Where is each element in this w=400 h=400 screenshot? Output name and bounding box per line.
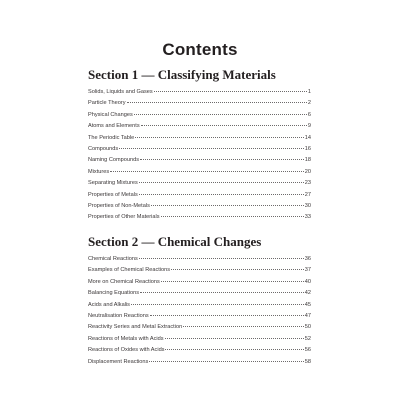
toc-entry-label: Separating Mixtures (88, 180, 138, 187)
toc-entry-label: Physical Changes (88, 111, 133, 118)
toc-entry-page-number: 50 (304, 324, 311, 331)
toc-entry-page-number: 20 (304, 168, 311, 175)
toc-entry[interactable] (88, 121, 311, 132)
toc-entry-page-number: 9 (307, 123, 311, 130)
toc-entry-page-number: 56 (304, 347, 311, 354)
toc-entry-label: Properties of Non-Metals (88, 202, 150, 209)
toc-entry-page-number: 1 (307, 89, 311, 95)
toc-entry-label: Chemical Reactions (88, 256, 138, 262)
toc-entry[interactable] (88, 178, 311, 189)
dot-leader (140, 292, 304, 293)
dot-leader (149, 361, 303, 362)
toc-entry-page-number: 37 (304, 267, 311, 274)
toc-entry-page-number: 47 (304, 312, 311, 319)
toc-entry-page-number: 36 (304, 256, 311, 262)
toc-entry-page-number: 16 (304, 145, 311, 152)
dot-leader (110, 171, 304, 172)
toc-entry-label: Balancing Equations (88, 290, 140, 297)
toc-entry[interactable] (88, 357, 311, 368)
toc-entry-label: More on Chemical Reactions (88, 278, 160, 285)
section-1-toc-list (88, 87, 311, 224)
dot-leader (165, 349, 303, 350)
toc-entry[interactable] (88, 334, 311, 345)
dot-leader (183, 326, 304, 327)
toc-entry-label: Acids and Alkalis (88, 301, 130, 308)
toc-entry[interactable] (88, 98, 311, 109)
toc-entry[interactable] (88, 167, 311, 178)
toc-entry[interactable] (88, 322, 311, 333)
toc-entry-label: Compounds (88, 145, 119, 152)
toc-entry-page-number: 33 (304, 214, 311, 221)
toc-entry-page-number: 6 (307, 111, 311, 118)
dot-leader (161, 281, 304, 282)
toc-entry-label: Reactions of Oxides with Acids (88, 347, 165, 354)
dot-leader (119, 148, 304, 149)
toc-entry-page-number: 14 (304, 134, 311, 141)
dot-leader (171, 269, 304, 270)
dot-leader (141, 125, 307, 126)
toc-entry[interactable] (88, 300, 311, 311)
toc-entry-label: Properties of Metals (88, 191, 138, 198)
toc-entry[interactable] (88, 277, 311, 288)
dot-leader (151, 205, 304, 206)
toc-entry-label: Naming Compounds (88, 157, 139, 164)
dot-leader (139, 194, 304, 195)
section-1-heading: Section 1 — Classifying Materials (88, 67, 276, 82)
toc-entry[interactable] (88, 87, 311, 98)
toc-entry-page-number: 58 (304, 358, 311, 365)
toc-entry-label: Particle Theory (88, 100, 126, 107)
toc-entry-label: Atoms and Elements (88, 123, 140, 130)
toc-entry[interactable] (88, 201, 311, 212)
toc-entry-page-number: 18 (304, 157, 311, 164)
toc-entry[interactable] (88, 311, 311, 322)
toc-entry-label: Properties of Other Materials (88, 214, 160, 221)
dot-leader (135, 137, 304, 138)
dot-leader (127, 102, 307, 103)
toc-entry[interactable] (88, 265, 311, 276)
toc-entry-label: Solids, Liquids and Gases (88, 89, 153, 95)
section-2-toc-list (88, 254, 311, 368)
dot-leader (150, 315, 304, 316)
toc-entry[interactable] (88, 133, 311, 144)
dot-leader (140, 159, 304, 160)
dot-leader (161, 216, 304, 217)
toc-entry[interactable] (88, 110, 311, 121)
toc-entry-label: Reactions of Metals with Acids (88, 335, 164, 342)
toc-entry-page-number: 30 (304, 202, 311, 209)
toc-entry[interactable] (88, 254, 311, 265)
toc-entry-label: Displacement Reactions (88, 358, 149, 365)
dot-leader (165, 338, 304, 339)
dot-leader (139, 258, 304, 259)
dot-leader (131, 304, 304, 305)
toc-entry-label: Neutralisation Reactions (88, 312, 149, 319)
toc-entry-page-number: 52 (304, 335, 311, 342)
toc-entry[interactable] (88, 190, 311, 201)
page-title: Contents (162, 40, 238, 59)
toc-entry-label: The Periodic Table (88, 134, 135, 141)
toc-entry-page-number: 45 (304, 301, 311, 308)
toc-entry-page-number: 2 (307, 100, 311, 107)
toc-entry-page-number: 23 (304, 180, 311, 187)
toc-entry[interactable] (88, 144, 311, 155)
toc-entry[interactable] (88, 288, 311, 299)
toc-entry-page-number: 42 (304, 290, 311, 297)
toc-entry-label: Reactivity Series and Metal Extraction (88, 324, 183, 331)
toc-entry-page-number: 40 (304, 278, 311, 285)
toc-entry-label: Examples of Chemical Reactions (88, 267, 171, 274)
toc-entry-page-number: 27 (304, 191, 311, 198)
dot-leader (134, 114, 307, 115)
toc-entry[interactable] (88, 155, 311, 166)
toc-entry-label: Mixtures (88, 168, 110, 175)
dot-leader (139, 182, 304, 183)
dot-leader (154, 91, 307, 92)
section-2-heading: Section 2 — Chemical Changes (88, 234, 262, 249)
toc-entry[interactable] (88, 212, 311, 223)
toc-entry[interactable] (88, 345, 311, 356)
